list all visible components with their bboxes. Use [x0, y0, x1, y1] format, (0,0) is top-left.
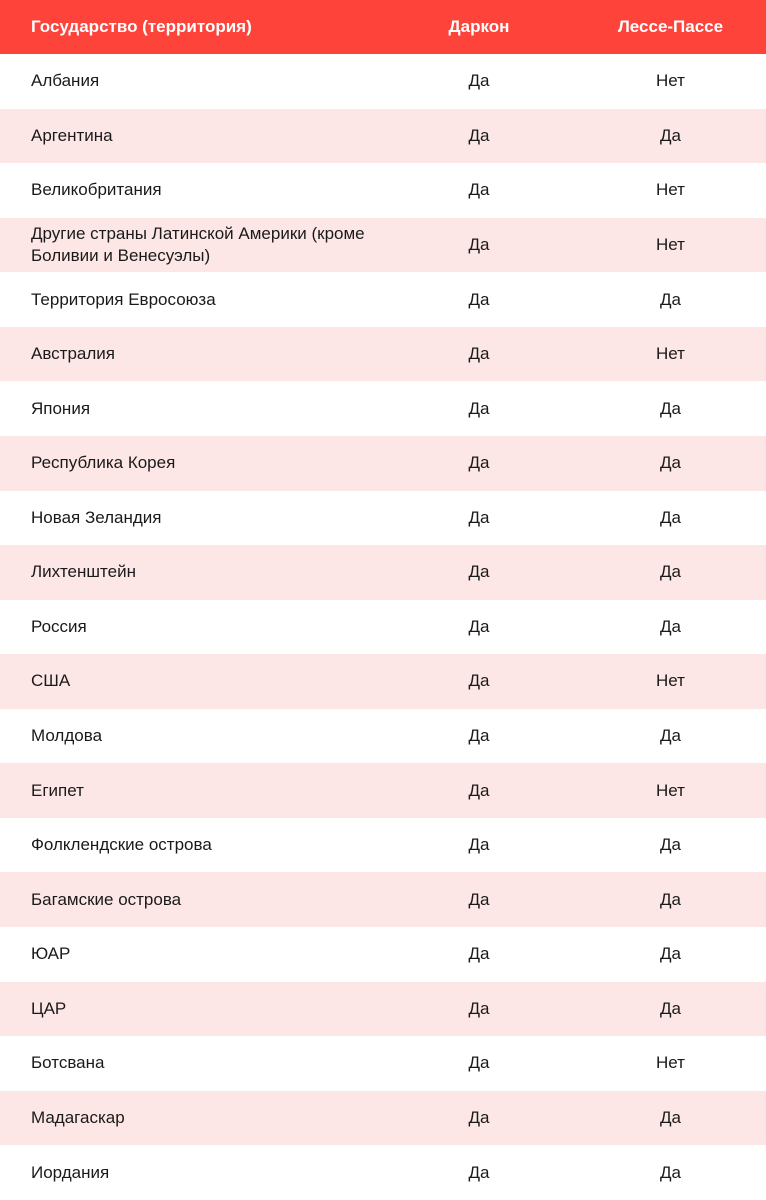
- table-row: [0, 818, 766, 873]
- darkon-cell: Да: [468, 125, 490, 145]
- laissez-passer-cell: Да: [660, 835, 681, 855]
- country-cell: Албания: [31, 71, 100, 91]
- table-row: [0, 763, 766, 818]
- darkon-cell: Да: [468, 944, 490, 964]
- table-row: [0, 327, 766, 382]
- header-darkon: Даркон: [448, 17, 510, 36]
- darkon-cell: Да: [468, 1107, 490, 1127]
- darkon-cell: Да: [468, 344, 490, 364]
- table-row: [0, 600, 766, 655]
- country-cell: США: [31, 671, 71, 691]
- country-cell: Фолклендские острова: [31, 835, 212, 855]
- darkon-cell: Да: [468, 507, 490, 527]
- laissez-passer-cell: Да: [660, 1162, 681, 1182]
- laissez-passer-cell: Да: [660, 998, 681, 1018]
- table-row: [0, 272, 766, 327]
- table-row: [0, 872, 766, 927]
- laissez-passer-cell: Нет: [656, 234, 685, 254]
- laissez-passer-cell: Да: [660, 398, 681, 418]
- table-row: [0, 709, 766, 764]
- country-cell: Япония: [31, 398, 91, 418]
- table-row: [0, 218, 766, 273]
- table-body: [0, 54, 766, 1200]
- table-row: [0, 982, 766, 1037]
- laissez-passer-cell: Нет: [656, 344, 685, 364]
- table-row: [0, 163, 766, 218]
- laissez-passer-cell: Да: [660, 125, 681, 145]
- country-cell: Аргентина: [31, 125, 113, 145]
- darkon-cell: Да: [468, 234, 490, 254]
- table-row: [0, 54, 766, 109]
- laissez-passer-cell: Да: [660, 726, 681, 746]
- laissez-passer-cell: Нет: [656, 180, 685, 200]
- country-cell: ЦАР: [31, 998, 67, 1018]
- laissez-passer-cell: Да: [660, 289, 681, 309]
- darkon-cell: Да: [468, 180, 490, 200]
- darkon-cell: Да: [468, 671, 490, 691]
- country-cell: Новая Зеландия: [31, 507, 162, 527]
- laissez-passer-cell: Да: [660, 944, 681, 964]
- country-cell: Территория Евросоюза: [31, 289, 216, 309]
- darkon-cell: Да: [468, 71, 490, 91]
- country-cell: Лихтенштейн: [31, 562, 136, 582]
- country-cell: ЮАР: [31, 944, 71, 964]
- laissez-passer-cell: Да: [660, 453, 681, 473]
- table-row: [0, 545, 766, 600]
- laissez-passer-cell: Нет: [656, 71, 685, 91]
- darkon-cell: Да: [468, 562, 490, 582]
- country-cell: Иордания: [31, 1162, 110, 1182]
- laissez-passer-cell: Да: [660, 507, 681, 527]
- darkon-cell: Да: [468, 726, 490, 746]
- darkon-cell: Да: [468, 616, 490, 636]
- darkon-cell: Да: [468, 889, 490, 909]
- country-cell: Багамские острова: [31, 889, 182, 909]
- country-cell: Ботсвана: [31, 1053, 105, 1073]
- table-header: [0, 0, 766, 54]
- laissez-passer-cell: Нет: [656, 1053, 685, 1073]
- country-cell: Египет: [31, 780, 84, 800]
- country-cell: Великобритания: [31, 180, 162, 200]
- laissez-passer-cell: Нет: [656, 780, 685, 800]
- header-country: Государство (территория): [31, 17, 252, 36]
- darkon-cell: Да: [468, 289, 490, 309]
- laissez-passer-cell: Да: [660, 616, 681, 636]
- table-row: [0, 1145, 766, 1200]
- laissez-passer-cell: Да: [660, 562, 681, 582]
- table-row: [0, 381, 766, 436]
- country-cell: Республика Корея: [31, 453, 176, 473]
- darkon-cell: Да: [468, 835, 490, 855]
- darkon-cell: Да: [468, 453, 490, 473]
- darkon-cell: Да: [468, 998, 490, 1018]
- header-laissez-passer: Лессе-Пассе: [617, 17, 724, 36]
- country-cell: Россия: [31, 616, 87, 636]
- table-row: [0, 1036, 766, 1091]
- table-row: [0, 109, 766, 164]
- laissez-passer-cell: Да: [660, 889, 681, 909]
- table-row: [0, 927, 766, 982]
- country-cell: Австралия: [31, 344, 115, 364]
- country-cell: Мадагаскар: [31, 1107, 125, 1127]
- table-row: [0, 491, 766, 546]
- laissez-passer-cell: Да: [660, 1107, 681, 1127]
- table-row: [0, 1091, 766, 1146]
- darkon-cell: Да: [468, 780, 490, 800]
- country-cell: Другие страны Латинской Америки (кроме Боливии и Венесуэлы): [31, 223, 365, 265]
- darkon-cell: Да: [468, 1053, 490, 1073]
- table-row: [0, 654, 766, 709]
- darkon-cell: Да: [468, 398, 490, 418]
- country-cell: Молдова: [31, 726, 103, 746]
- table-row: [0, 436, 766, 491]
- laissez-passer-cell: Нет: [656, 671, 685, 691]
- darkon-cell: Да: [468, 1162, 490, 1182]
